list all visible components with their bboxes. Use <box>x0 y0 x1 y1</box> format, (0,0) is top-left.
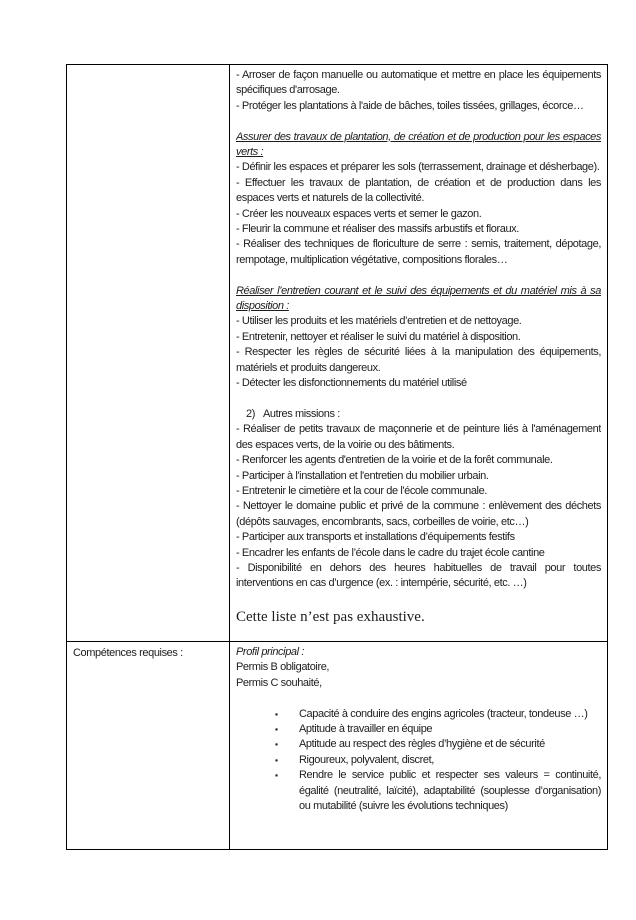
text-line: Permis B obligatoire, <box>236 661 330 674</box>
bullet-item <box>236 753 601 768</box>
square-bullet-icon: ▪ <box>275 708 279 719</box>
text-line: - Entretenir, nettoyer et réaliser le suivi du matériel à disposition. <box>236 330 521 343</box>
competences-label-cell <box>67 642 230 850</box>
text-line: - Protéger les plantations à l'aide de bâches, toiles tissées, grillages, écorce… <box>236 99 584 112</box>
section-heading: Réaliser l’entretien courant et le suivi des équipements et du matériel mis à sa disposition : <box>236 284 601 313</box>
text-line: - Détecter les disfonctionnements du matériel utilisé <box>236 377 467 390</box>
text-line: - Réaliser des techniques de floriculture de serre : semis, traitement, dépotage, rempotage, multiplication végétative, compositions florales… <box>236 238 601 266</box>
text-line: - Utiliser les produits et les matériels d’entretien et de nettoyage. <box>236 315 522 328</box>
square-bullet-icon: ▪ <box>275 770 279 781</box>
competences-row <box>67 642 608 850</box>
text-line: - Réaliser de petits travaux de maçonnerie et de peinture liés à l'aménagement des espaces verts, de la voirie ou des bâtiments. <box>236 423 601 451</box>
square-bullet-icon: ▪ <box>275 739 279 750</box>
square-bullet-icon: ▪ <box>275 754 279 765</box>
bullet-item <box>236 768 601 814</box>
missions-row <box>67 65 608 642</box>
competences-row-label: Compétences requises : <box>73 647 183 659</box>
bullet-text: Rendre le service public et respecter ses valeurs = continuité, égalité (neutralité, laïcité), adaptabilité (souplesse d’organisation) ou mutabilité (suivre les évolutions techniques) <box>299 769 601 813</box>
missions-content <box>236 68 601 638</box>
bullet-item <box>236 722 601 737</box>
blank-line <box>236 592 601 607</box>
text-line: - Encadrer les enfants de l’école dans le cadre du trajet école cantine <box>236 546 545 559</box>
text-line: - Créer les nouveaux espaces verts et semer le gazon. <box>236 207 482 220</box>
text-line: - Arroser de façon manuelle ou automatique et mettre en place les équipements spécifiques d'arrosage. <box>236 69 601 97</box>
text-line: - Nettoyer le domaine public et privé de la commune : enlèvement des déchets (dépôts sauvages, encombrants, sacs, corbeilles de voirie, etc…) <box>236 500 601 528</box>
section-heading: Assurer des travaux de plantation, de création et de production pour les espaces verts : <box>236 130 601 159</box>
closing-note: Cette liste n’est pas exhaustive. <box>236 609 425 626</box>
bullet-text: Aptitude au respect des règles d’hygiène et de sécurité <box>299 738 545 751</box>
bullet-item <box>236 737 601 752</box>
text-line: - Fleurir la commune et réaliser des massifs arbustifs et floraux. <box>236 223 519 236</box>
bullet-text: Aptitude à travailler en équipe <box>299 723 433 736</box>
bullet-text: Capacité à conduire des engins agricoles (tracteur, tondeuse …) <box>299 707 588 720</box>
blank-line <box>236 392 601 407</box>
bullet-item <box>236 707 601 722</box>
missions-label-cell <box>67 65 230 642</box>
blank-line <box>236 691 601 706</box>
square-bullet-icon: ▪ <box>275 724 279 735</box>
competences-content <box>236 645 601 846</box>
text-line: - Effectuer les travaux de plantation, de création et de production dans les espaces verts et naturels de la collectivité. <box>236 176 601 205</box>
text-line: Permis C souhaité, <box>236 676 322 689</box>
text-line: - Entretenir le cimetière et la cour de l'école communale. <box>236 484 487 497</box>
text-line: - Participer aux transports et installations d’équipements festifs <box>236 531 515 544</box>
job-description-table <box>66 64 608 850</box>
competences-content-cell <box>230 642 608 850</box>
text-line: - Renforcer les agents d'entretien de la voirie et de la forêt communale. <box>236 454 553 467</box>
blank-line <box>236 268 601 283</box>
bullet-text: Rigoureux, polyvalent, discret, <box>299 753 434 766</box>
blank-line <box>236 114 601 129</box>
text-line: - Disponibilité en dehors des heures habituelles de travail pour toutes interventions en cas d’urgence (ex. : intempérie, sécurité, etc. …) <box>236 561 601 590</box>
numbered-subheading: 2) Autres missions : <box>246 407 340 420</box>
missions-content-cell <box>230 65 608 642</box>
text-line: - Participer à l'installation et l'entretien du mobilier urbain. <box>236 469 489 482</box>
text-line: - Respecter les règles de sécurité liées à la manipulation des équipements, matériels et produits dangereux. <box>236 346 601 374</box>
profile-heading: Profil principal : <box>236 646 304 658</box>
text-line: - Définir les espaces et préparer les sols (terrassement, drainage et désherbage). <box>236 161 600 174</box>
